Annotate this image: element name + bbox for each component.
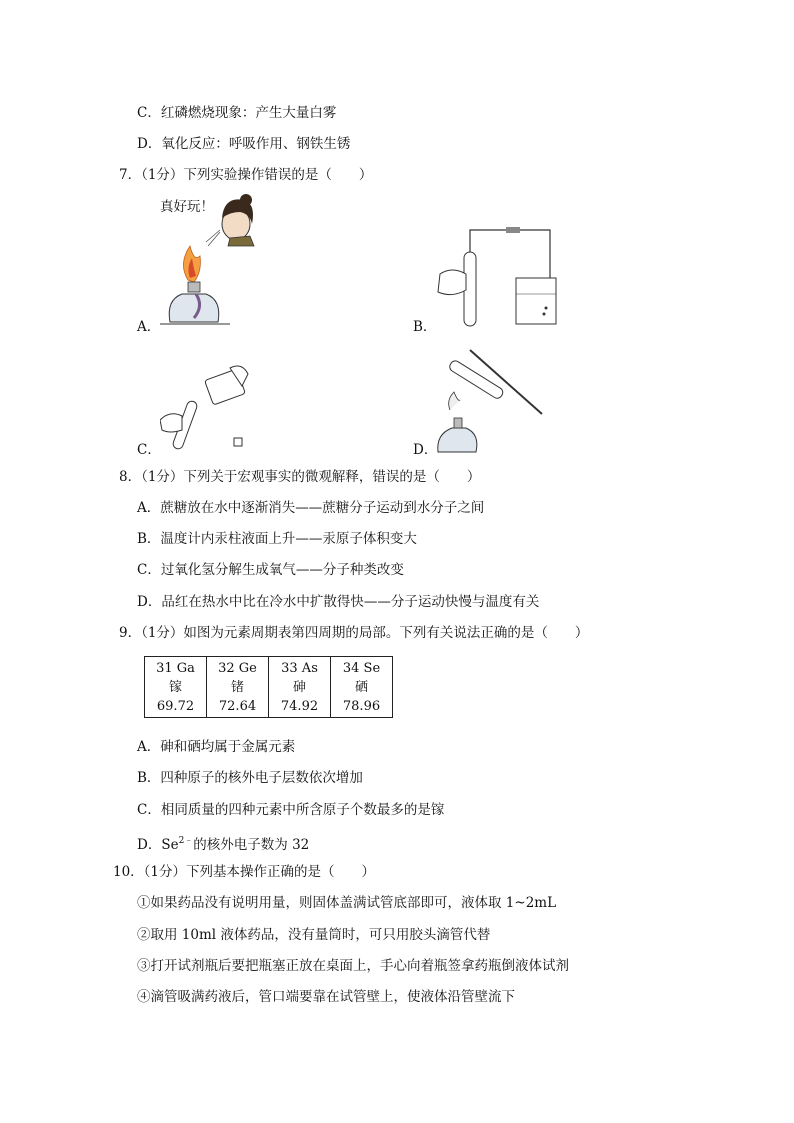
element-number-symbol: 33 As — [281, 660, 318, 676]
q8-option-b: B．温度计内汞柱液面上升——汞原子体积变大 — [137, 531, 417, 547]
q9-option-a: A．砷和硒均属于金属元素 — [137, 739, 296, 755]
q6-option-d: D．氧化反应：呼吸作用、钢铁生锈 — [137, 136, 351, 152]
q7-stem: 7．（1分）下列实验操作错误的是（ ） — [119, 167, 373, 183]
q9-option-b: B．四种原子的核外电子层数依次增加 — [137, 770, 363, 786]
q10-statement-3: ③打开试剂瓶后要把瓶塞正放在桌面上，手心向着瓶签拿药瓶倒液体试剂 — [137, 958, 569, 974]
element-mass: 78.96 — [342, 698, 381, 714]
element-name: 锗 — [230, 679, 244, 695]
q7-label-b: B． — [413, 319, 437, 335]
element-mass: 74.92 — [280, 698, 319, 714]
element-cell-ge — [207, 657, 269, 718]
element-mass: 72.64 — [218, 698, 257, 714]
q9-option-c: C．相同质量的四种元素中所含原子个数最多的是镓 — [137, 802, 445, 818]
periodic-table-fragment — [144, 656, 393, 718]
element-number-symbol: 32 Ge — [218, 660, 257, 676]
q9-option-d-post: 的核外电子数为 32 — [193, 837, 310, 853]
q10-stem: 10．（1分）下列基本操作正确的是（ ） — [113, 864, 376, 880]
q10-statement-2: ②取用 10ml 液体药品，没有量筒时，可只用胶头滴管代替 — [137, 927, 491, 943]
q7-figure-b — [432, 222, 562, 332]
q10-statement-4: ④滴管吸满药液后，管口端要靠在试管壁上，使液体沿管壁流下 — [137, 989, 515, 1005]
q7-label-a: A． — [137, 319, 161, 335]
q9-option-d-charge: 2﹣ — [178, 836, 194, 846]
element-name: 镓 — [168, 679, 182, 695]
element-cell-ga — [145, 657, 207, 718]
q7-label-d: D． — [413, 442, 438, 458]
element-mass: 69.72 — [156, 698, 195, 714]
element-cell-as — [269, 657, 331, 718]
q7-figure-d — [430, 340, 550, 460]
q9-option-d — [137, 832, 309, 854]
q7-figure-c — [160, 360, 260, 455]
element-number-symbol: 34 Se — [342, 660, 381, 676]
element-name: 硒 — [354, 679, 368, 695]
element-cell-se — [331, 657, 393, 718]
q6-option-c: C．红磷燃烧现象：产生大量白雾 — [137, 105, 337, 121]
q7-label-c: C． — [137, 442, 161, 458]
q10-statement-1: ①如果药品没有说明用量，则固体盖满试管底部即可，液体取 1~2mL — [137, 895, 557, 911]
q8-option-c: C．过氧化氢分解生成氧气——分子种类改变 — [137, 562, 404, 578]
element-name: 砷 — [292, 679, 306, 695]
q8-option-a: A．蔗糖放在水中逐渐消失——蔗糖分子运动到水分子之间 — [137, 500, 485, 516]
element-number-symbol: 31 Ga — [156, 660, 195, 676]
q8-option-d: D．品红在热水中比在冷水中扩散得快——分子运动快慢与温度有关 — [137, 594, 540, 610]
q7-speech-text: 真好玩！ — [160, 199, 214, 215]
q8-stem: 8．（1分）下列关于宏观事实的微观解释，错误的是（ ） — [119, 469, 481, 485]
q9-stem: 9．（1分）如图为元素周期表第四周期的局部。下列有关说法正确的是（ ） — [119, 625, 589, 641]
q9-option-d-pre: D．Se — [137, 837, 179, 853]
